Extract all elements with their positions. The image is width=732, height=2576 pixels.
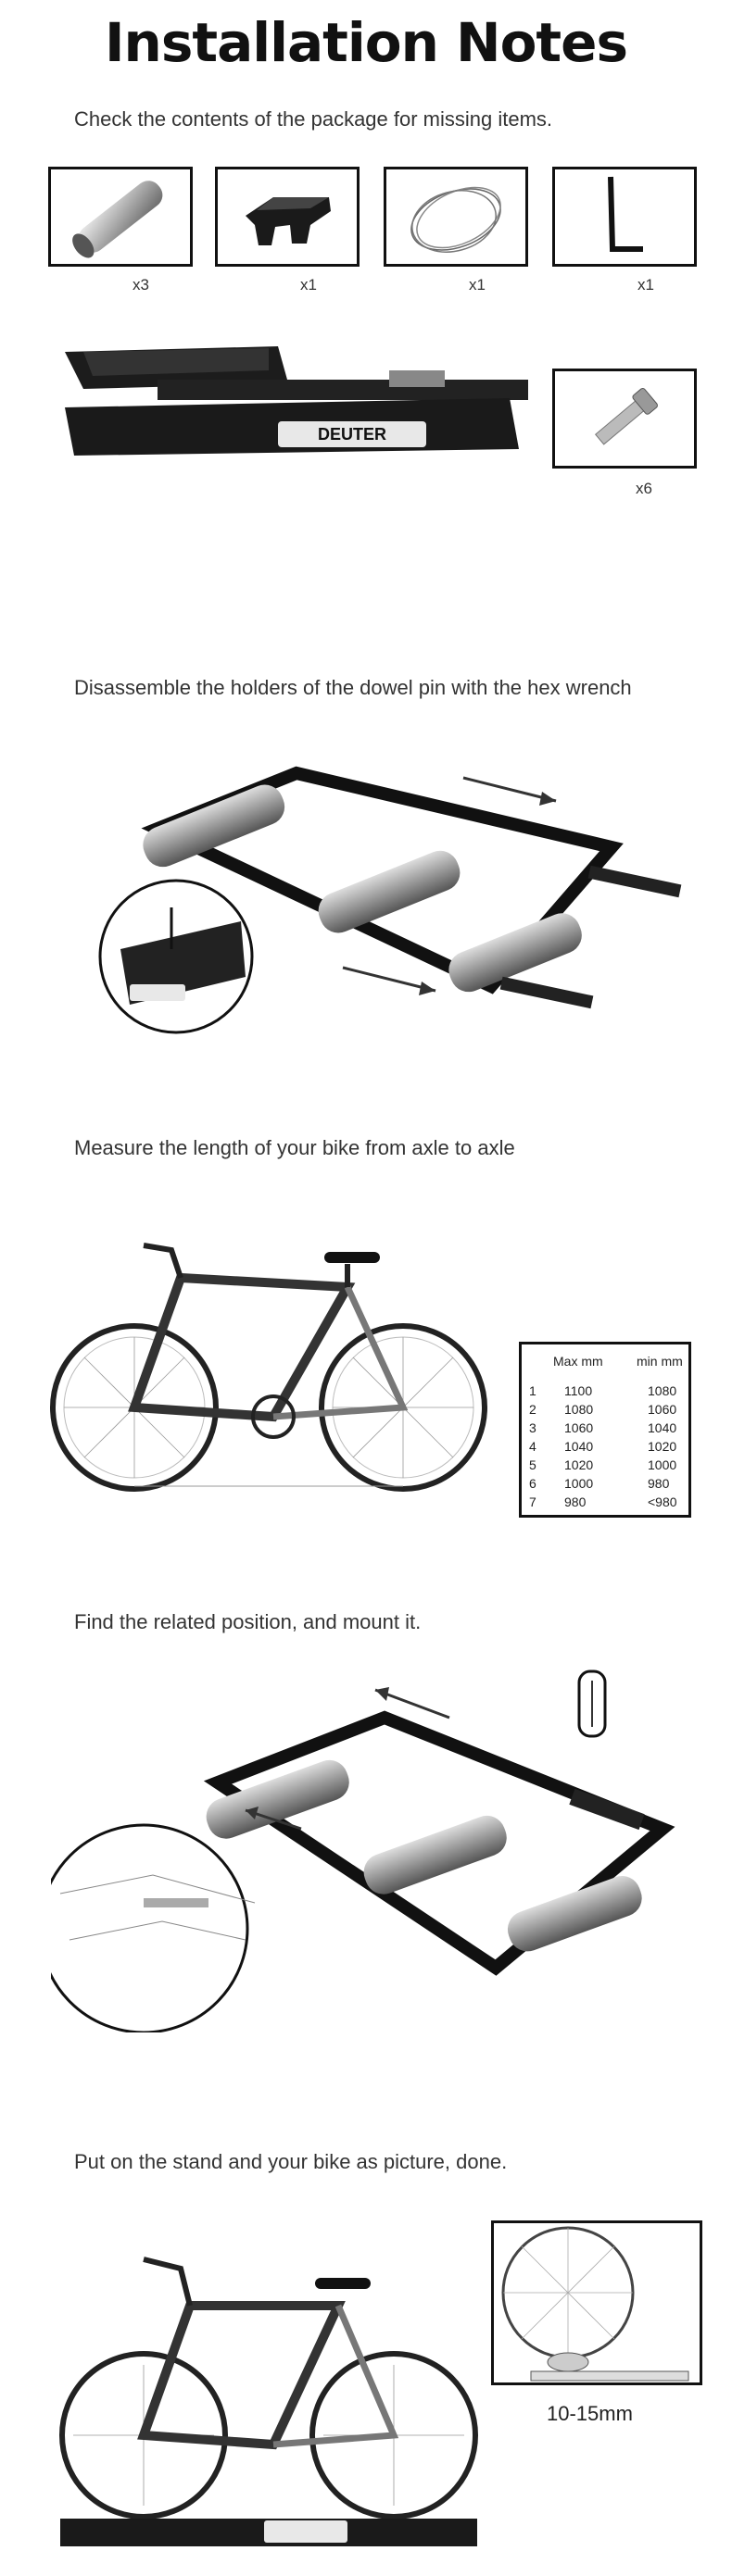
stand-block-box [215, 167, 360, 267]
table-cell-min: 1000 [648, 1457, 677, 1472]
step-1-text: Check the contents of the package for missing items. [74, 107, 553, 131]
table-cell-min: <980 [648, 1494, 677, 1509]
table-cell-no: 5 [529, 1457, 536, 1472]
screw-icon [555, 371, 694, 466]
table-cell-min: 1040 [648, 1420, 677, 1435]
trainer-frame-icon [46, 333, 528, 472]
table-row [529, 1494, 685, 1511]
belt-qty: x1 [469, 276, 486, 294]
table-cell-min: 980 [648, 1476, 670, 1491]
gap-label: 10-15mm [547, 2402, 633, 2425]
table-cell-max: 1000 [564, 1476, 594, 1491]
screw-qty: x6 [636, 480, 652, 497]
wheel-gap-icon [494, 2223, 700, 2382]
mount-illustration [51, 1662, 718, 2032]
table-row [529, 1439, 685, 1456]
bike-icon [42, 1222, 505, 1500]
gap-detail-box [491, 2220, 702, 2385]
table-row [529, 1420, 685, 1437]
step-5-text: Put on the stand and your bike as picture, done. [74, 2150, 508, 2173]
table-cell-no: 6 [529, 1476, 536, 1491]
table-cell-no: 3 [529, 1420, 536, 1435]
belt-icon [386, 169, 525, 264]
table-header-min: min mm [637, 1354, 683, 1369]
stand-block-icon [218, 169, 357, 264]
table-cell-min: 1080 [648, 1383, 677, 1398]
roller-icon [51, 169, 190, 264]
disassemble-illustration [65, 736, 713, 1042]
table-header-max: Max mm [553, 1354, 603, 1369]
belt-box [384, 167, 528, 267]
brand-label: DEUTER [317, 425, 387, 444]
roller-box [48, 167, 193, 267]
final-bike-icon [51, 2222, 486, 2574]
size-table [519, 1342, 691, 1518]
table-cell-no: 4 [529, 1439, 536, 1454]
table-row [529, 1402, 685, 1419]
table-cell-max: 980 [564, 1494, 587, 1509]
table-cell-max: 1060 [564, 1420, 594, 1435]
step-4-text: Find the related position, and mount it. [74, 1610, 422, 1633]
table-row [529, 1457, 685, 1474]
step-2-text: Disassemble the holders of the dowel pin with the hex wrench [74, 676, 632, 699]
table-cell-min: 1060 [648, 1402, 677, 1417]
table-cell-min: 1020 [648, 1439, 677, 1454]
hex-wrench-icon [555, 169, 694, 264]
hex-wrench-box [552, 167, 697, 267]
table-cell-max: 1080 [564, 1402, 594, 1417]
table-cell-max: 1040 [564, 1439, 594, 1454]
table-cell-no: 2 [529, 1402, 536, 1417]
table-row [529, 1383, 685, 1400]
page-title: Installation Notes [104, 11, 628, 74]
table-cell-max: 1020 [564, 1457, 594, 1472]
step-3-text: Measure the length of your bike from axle to axle [74, 1136, 515, 1159]
screw-box [552, 369, 697, 469]
table-cell-no: 1 [529, 1383, 536, 1398]
table-row [529, 1476, 685, 1493]
table-cell-max: 1100 [564, 1383, 593, 1398]
hex-wrench-qty: x1 [637, 276, 654, 294]
table-cell-no: 7 [529, 1494, 536, 1509]
roller-qty: x3 [133, 276, 149, 294]
stand-block-qty: x1 [300, 276, 317, 294]
